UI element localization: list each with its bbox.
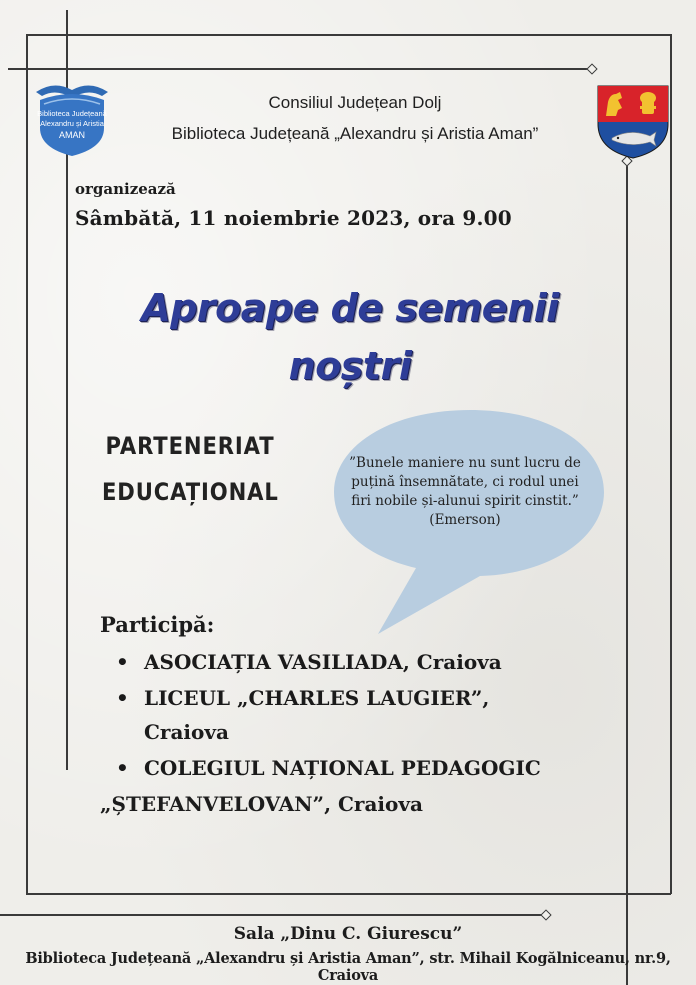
quote-line1: ”Bunele maniere nu sunt lucru de xyxy=(349,455,581,471)
frame-top-line xyxy=(26,34,671,36)
library-logo xyxy=(30,78,114,158)
participant-3-cont: „ȘTEFANVELOVAN”, Craiova xyxy=(100,792,423,816)
participants-heading: Participă: xyxy=(100,612,215,637)
frame-left-line xyxy=(26,34,28,894)
bullet-icon: • xyxy=(116,756,129,780)
bullet-icon: • xyxy=(116,650,129,674)
participant-2: LICEUL „CHARLES LAUGIER”, xyxy=(144,686,490,710)
participant-2-cont: Craiova xyxy=(144,720,229,744)
event-date: Sâmbătă, 11 noiembrie 2023, ora 9.00 xyxy=(75,206,512,230)
logo-text-line1: Biblioteca Județeană xyxy=(37,109,107,118)
event-address: Biblioteca Județeană „Alexandru și Aristia Aman”, str. Mihail Kogălniceanu, nr.9, Craiova xyxy=(25,950,671,984)
event-room: Sala „Dinu C. Giurescu” xyxy=(233,924,463,944)
quote-line3: firi nobile și-alunui spirit cinstit.” xyxy=(351,493,579,509)
organizes-label: organizează xyxy=(75,180,176,198)
council-name: Consiliul Județean Dolj xyxy=(268,93,442,112)
logo-text-line3: AMAN xyxy=(58,130,86,140)
quote-line2: puțină însemnătate, ci rodul unei xyxy=(351,474,579,490)
logo-text-line2: Alexandru și Aristia xyxy=(40,119,104,128)
event-title-line1: Aproape de semenii xyxy=(141,286,559,330)
library-name: Biblioteca Județeană „Alexandru și Aristia Aman” xyxy=(171,124,539,143)
partnership-label-line1: PARTENERIAT xyxy=(105,432,275,460)
quote-author: (Emerson) xyxy=(429,512,501,528)
participant-1: ASOCIAȚIA VASILIADA, Craiova xyxy=(144,650,502,674)
coat-of-arms-icon xyxy=(596,84,670,160)
bottom-ornament-line xyxy=(0,914,545,916)
list-item xyxy=(116,756,541,780)
partnership-label-line2: EDUCAȚIONAL xyxy=(102,478,279,506)
list-item xyxy=(116,650,502,674)
frame-right-line xyxy=(670,34,672,894)
list-item xyxy=(116,686,489,710)
event-title-line2: noștri xyxy=(288,344,412,388)
inner-top-line xyxy=(8,68,592,70)
bullet-icon: • xyxy=(116,686,129,710)
frame-bottom-line xyxy=(26,893,671,895)
quote-text xyxy=(335,454,595,530)
inner-right-line xyxy=(626,160,628,985)
participant-3: COLEGIUL NAȚIONAL PEDAGOGIC xyxy=(144,756,541,780)
